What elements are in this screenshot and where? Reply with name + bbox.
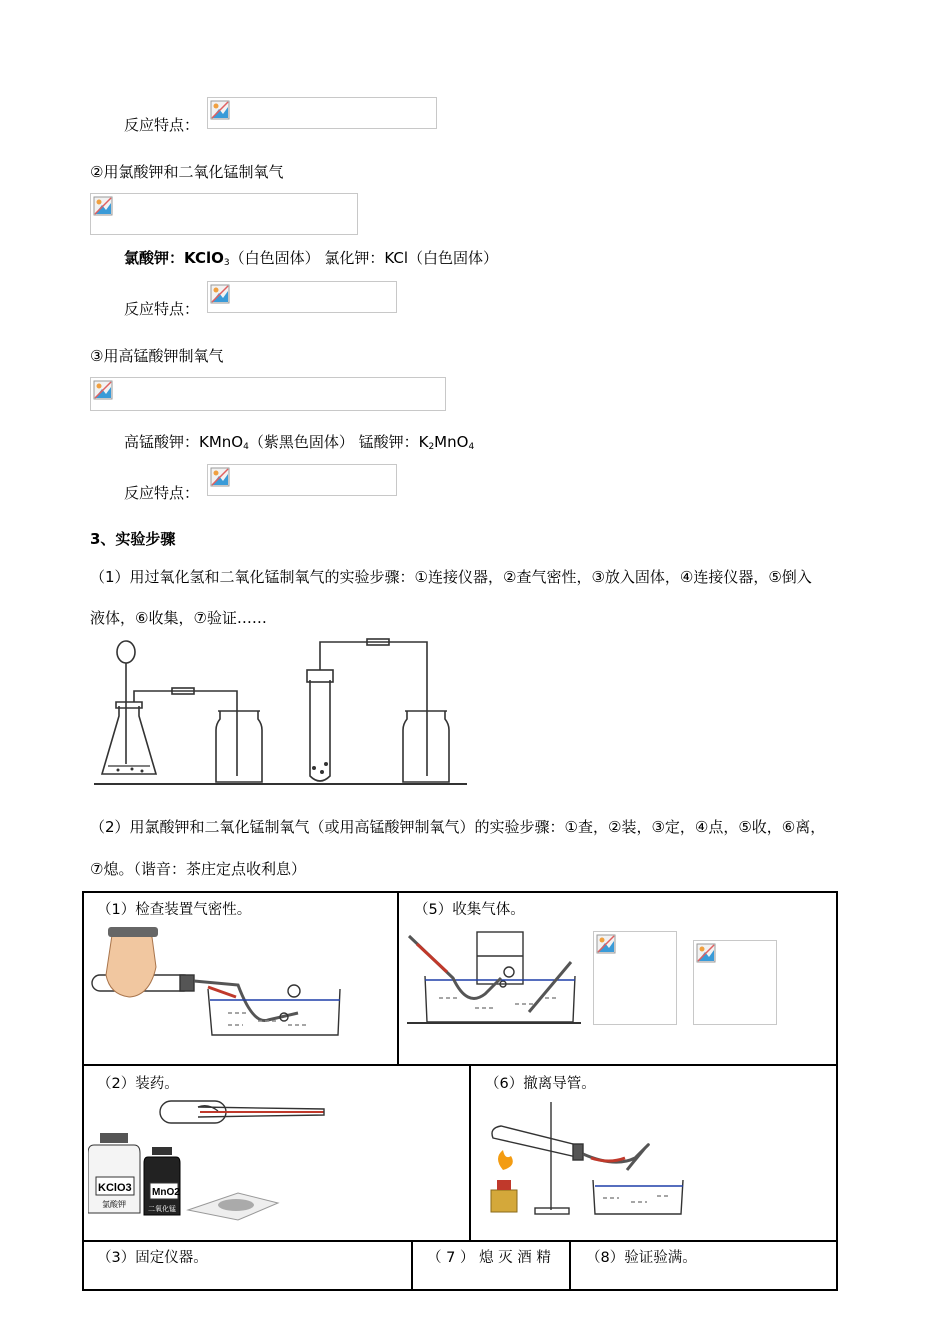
- cell-caption: （5）收集气体。: [414, 902, 525, 918]
- broken-image-icon: [210, 100, 230, 120]
- cell-caption: （1）检查装置气密性。: [97, 902, 252, 918]
- broken-image-icon: [93, 380, 113, 400]
- broken-image-icon: [696, 943, 716, 963]
- equation-image: [90, 377, 446, 411]
- steps-paragraph: ⑦熄。（谐音：茶庄定点收利息）: [90, 860, 306, 878]
- broken-image-icon: [93, 196, 113, 216]
- bottle-label-kclo3: KClO3: [98, 1182, 132, 1194]
- row-divider: [82, 1064, 838, 1066]
- col-divider: [569, 1240, 571, 1291]
- formula-image: [207, 464, 397, 496]
- bottle-name-mno2: 二氧化锰: [148, 1205, 176, 1213]
- broken-image-icon: [210, 284, 230, 304]
- gas-collection-illustration: [405, 928, 585, 1028]
- col-divider: [397, 891, 399, 1065]
- remove-tube-illustration: [485, 1098, 685, 1220]
- row-divider: [82, 1240, 838, 1242]
- cell-caption: （8）验证验满。: [586, 1250, 697, 1266]
- reaction-feature-label: 反应特点：: [124, 300, 200, 318]
- illustration-image: [593, 931, 677, 1025]
- substance-description: 高锰酸钾：KMnO$_4$（紫黑色固体） 锰酸钾：$K_2MnO_4$: [124, 433, 475, 452]
- reaction-feature-label: 反应特点：: [124, 116, 200, 134]
- cell-caption: （3）固定仪器。: [97, 1250, 208, 1266]
- apparatus-diagram: [92, 636, 472, 791]
- cell-caption: （6）撤离导管。: [485, 1076, 596, 1092]
- bottle-label-mno2: MnO2: [152, 1187, 180, 1198]
- steps-paragraph: （1）用过氧化氢和二氧化锰制氧气的实验步骤：①连接仪器，②查气密性，③放入固体，④连接仪器，⑤倒入: [90, 568, 812, 586]
- equation-image: [90, 193, 358, 235]
- steps-heading: 3、实验步骤: [90, 530, 176, 548]
- broken-image-icon: [210, 467, 230, 487]
- col-divider: [411, 1240, 413, 1291]
- illustration-image: [693, 940, 777, 1025]
- cell-caption: （ 7 ） 熄 灭 酒 精: [427, 1250, 551, 1266]
- steps-paragraph: （2）用氯酸钾和二氧化锰制氧气（或用高锰酸钾制氧气）的实验步骤：①查，②装，③定，④点，⑤收，⑥离，: [90, 818, 826, 836]
- formula-image: [207, 281, 397, 313]
- section-title: ②用氯酸钾和二氧化锰制氧气: [90, 163, 284, 181]
- loading-reagent-illustration: [88, 1095, 348, 1225]
- steps-paragraph: 液体，⑥收集，⑦验证……: [90, 609, 267, 627]
- airtightness-illustration: [88, 925, 348, 1043]
- formula-image: [207, 97, 437, 129]
- section-title: ③用高锰酸钾制氧气: [90, 347, 224, 365]
- reaction-feature-label: 反应特点：: [124, 484, 200, 502]
- cell-caption: （2）装药。: [97, 1076, 179, 1092]
- col-divider: [469, 1064, 471, 1241]
- broken-image-icon: [596, 934, 616, 954]
- bottle-name-kclo3: 氯酸钾: [102, 1200, 126, 1209]
- substance-description: 氯酸钾：KClO$_3$（白色固体） 氯化钾：KCl（白色固体）: [124, 249, 499, 268]
